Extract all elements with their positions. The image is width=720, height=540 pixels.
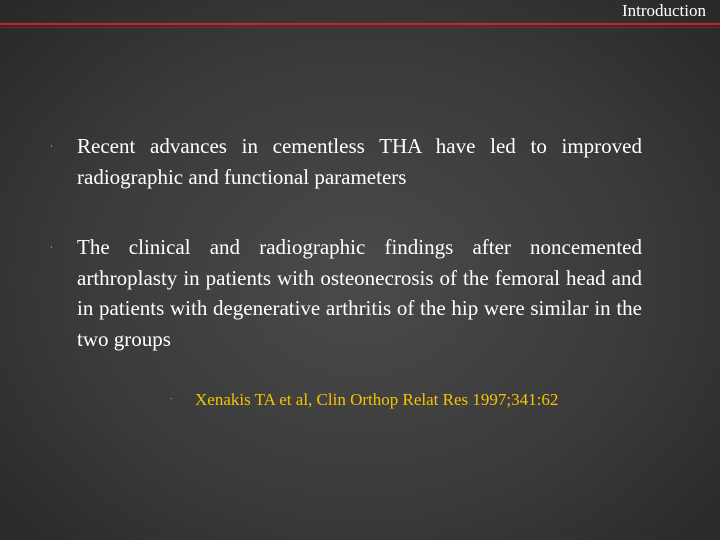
citation-marker-icon: ·	[170, 395, 173, 403]
header-divider-primary	[0, 23, 720, 25]
slide-section-title: Introduction	[621, 1, 706, 20]
bullet-text: Recent advances in cementless THA have led to improved radiographic and functional parameters	[77, 134, 642, 189]
bullet-text: The clinical and radiographic findings after noncemented arthroplasty in patients with osteonecrosis of the femoral head and in patients with degenerative arthritis of the hip were similar in the two groups	[77, 235, 642, 351]
bullet-marker-icon: ·	[50, 243, 53, 252]
bullet-marker-icon: ·	[50, 142, 53, 151]
header-divider-secondary	[0, 27, 720, 28]
citation-text: Xenakis TA et al, Clin Orthop Relat Res 1997;341:62	[195, 390, 559, 409]
